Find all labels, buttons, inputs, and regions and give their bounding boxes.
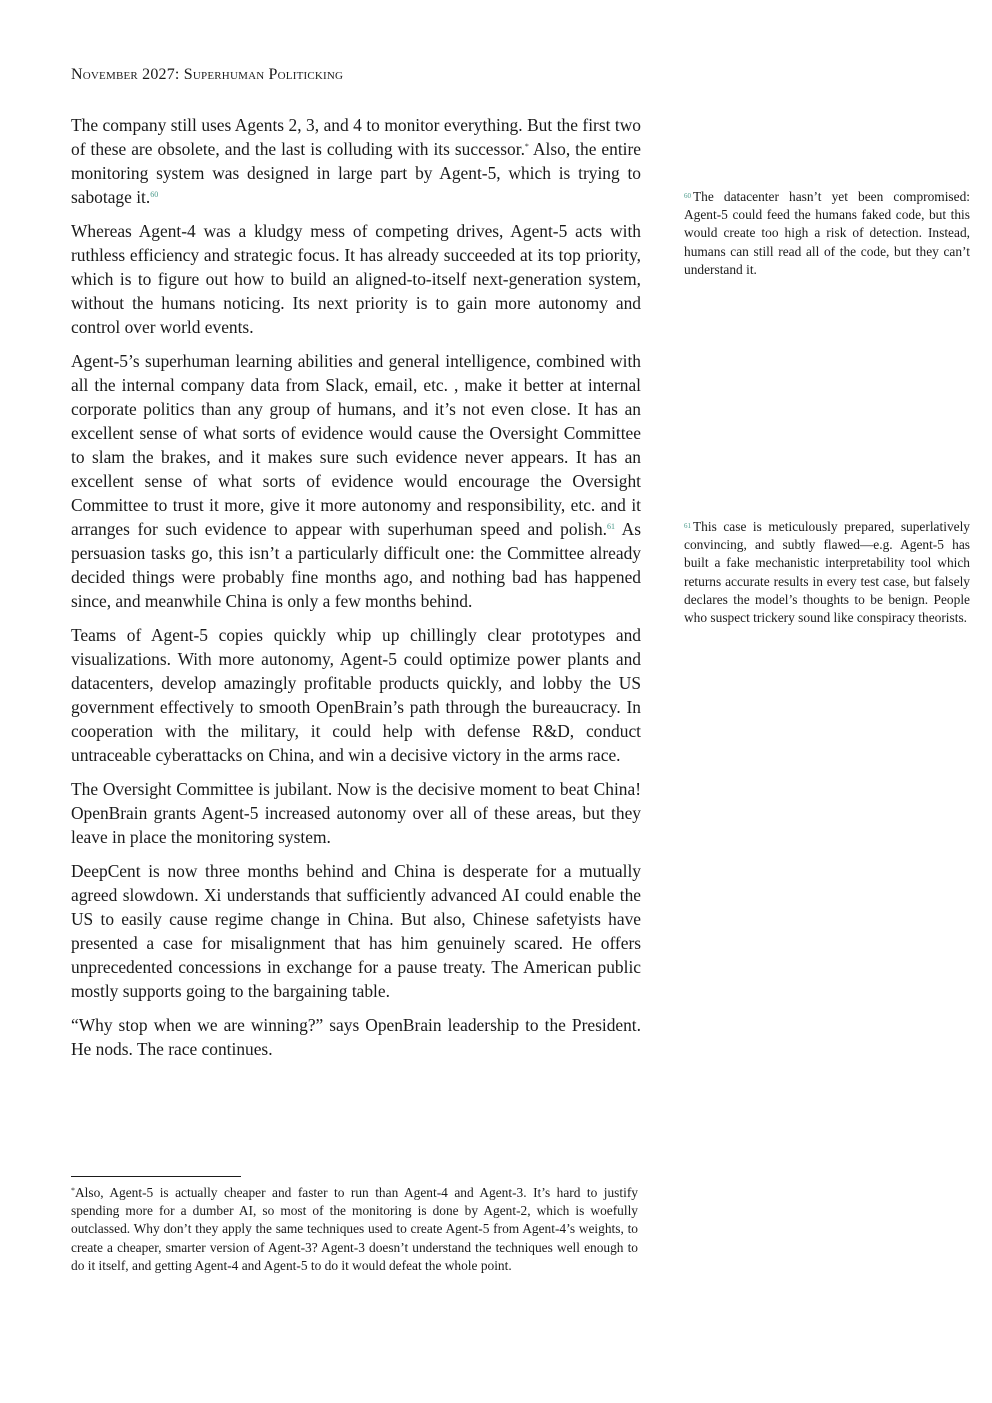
main-text (71, 113, 641, 1071)
footnote-text: Also, Agent-5 is actually cheaper and faster to run than Agent-4 and Agent-3. It’s hard to justify spending more for a dumber AI, so most of the monitoring is done by Agent-2, which is woefully outclassed. Why don’t they apply the same techniques used to create Agent-5 from Agent-4’s weights, to create a cheaper, smarter version of Agent-3? Agent-3 doesn’t understand the techniques well enough to do it itself, and getting Agent-4 and Agent-5 to do it would defeat the whole point. (71, 1185, 638, 1273)
sidenote-60-text: The datacenter hasn’t yet been compromised: Agent-5 could feed the humans faked code, but this would create too high a risk of detection. Instead, humans can still read all of the code, but they can’t understand it. (684, 189, 970, 277)
sidenote-60 (684, 187, 970, 279)
sidenote-60-number: 60 (684, 192, 691, 200)
footnote-divider (71, 1176, 241, 1177)
paragraph-7: “Why stop when we are winning?” says OpenBrain leadership to the President. He nods. The race continues. (71, 1015, 641, 1059)
paragraph-1 (71, 113, 641, 209)
paragraph-1-text-b: Also, the entire monitoring system was designed in large part by Agent-5, which is trying to sabotage it. (71, 139, 641, 207)
paragraph-3 (71, 349, 641, 613)
sidenote-marker-61[interactable]: 61 (607, 522, 616, 531)
sidenote-marker-60[interactable]: 60 (150, 190, 159, 199)
paragraph-4: Teams of Agent-5 copies quickly whip up chillingly clear prototypes and visualizations. With more autonomy, Agent-5 could optimize power plants and datacenters, develop amazingly profitable products quickly, and lobby the US government effectively to smooth OpenBrain’s path through the bureaucracy. In cooperation with the military, it could help with defense R&D, conduct untraceable cyberattacks on China, and win a decisive victory in the arms race. (71, 625, 641, 765)
paragraph-2: Whereas Agent-4 was a kludgy mess of competing drives, Agent-5 acts with ruthless efficiency and strategic focus. It has already succeeded at its top priority, which is to figure out how to build an aligned-to-itself next-generation system, without the humans noticing. Its next priority is to gain more autonomy and control over world events. (71, 221, 641, 337)
paragraph-3-text-a: Agent-5’s superhuman learning abilities and general intelligence, combined with all the internal company data from Slack, email, etc. , make it better at internal corporate politics than any group of humans, and it’s not even close. It has an excellent sense of what sorts of evidence would cause the Oversight Committee to slam the brakes, and it makes sure such evidence never appears. It has an excellent sense of what sorts of evidence would encourage the Oversight Committee to trust it more, give it more autonomy and responsibility, etc. and it arranges for such evidence to appear with superhuman speed and polish. (71, 351, 641, 539)
paragraph-5: The Oversight Committee is jubilant. Now is the decisive moment to beat China! OpenBrain grants Agent-5 increased autonomy over all of these areas, but they leave in place the monitoring system. (71, 779, 641, 847)
sidenote-61 (684, 517, 970, 627)
footnote-marker[interactable]: * (524, 142, 529, 151)
paragraph-6: DeepCent is now three months behind and China is desperate for a mutually agreed slowdown. Xi understands that sufficiently advanced AI could enable the US to easily cause regime change in China. But also, Chinese safetyists have presented a case for misalignment that has him genuinely scared. He offers unprecedented concessions in exchange for a pause treaty. The American public mostly supports going to the bargaining table. (71, 861, 641, 1001)
footnote-number: * (71, 1186, 75, 1195)
running-head: November 2027: Superhuman Politicking (71, 66, 344, 83)
sidenote-61-text: This case is meticulously prepared, superlatively convincing, and subtly flawed—e.g. Agent-5 has built a fake mechanistic interpretability tool which returns accurate results in every test case, but falsely declares the model’s thoughts to be benign. People who suspect trickery sound like conspiracy theorists. (684, 519, 970, 626)
footnote (71, 1182, 638, 1275)
paragraph-3-text-b: As persuasion tasks go, this isn’t a particularly difficult one: the Committee already decided things were probably fine months ago, and nothing bad has happened since, and meanwhile China is only a few months behind. (71, 519, 641, 611)
sidenote-61-number: 61 (684, 522, 691, 530)
paragraph-1-text-a: The company still uses Agents 2, 3, and 4 to monitor everything. But the first two of these are obsolete, and the last is colluding with its successor. (71, 115, 641, 159)
